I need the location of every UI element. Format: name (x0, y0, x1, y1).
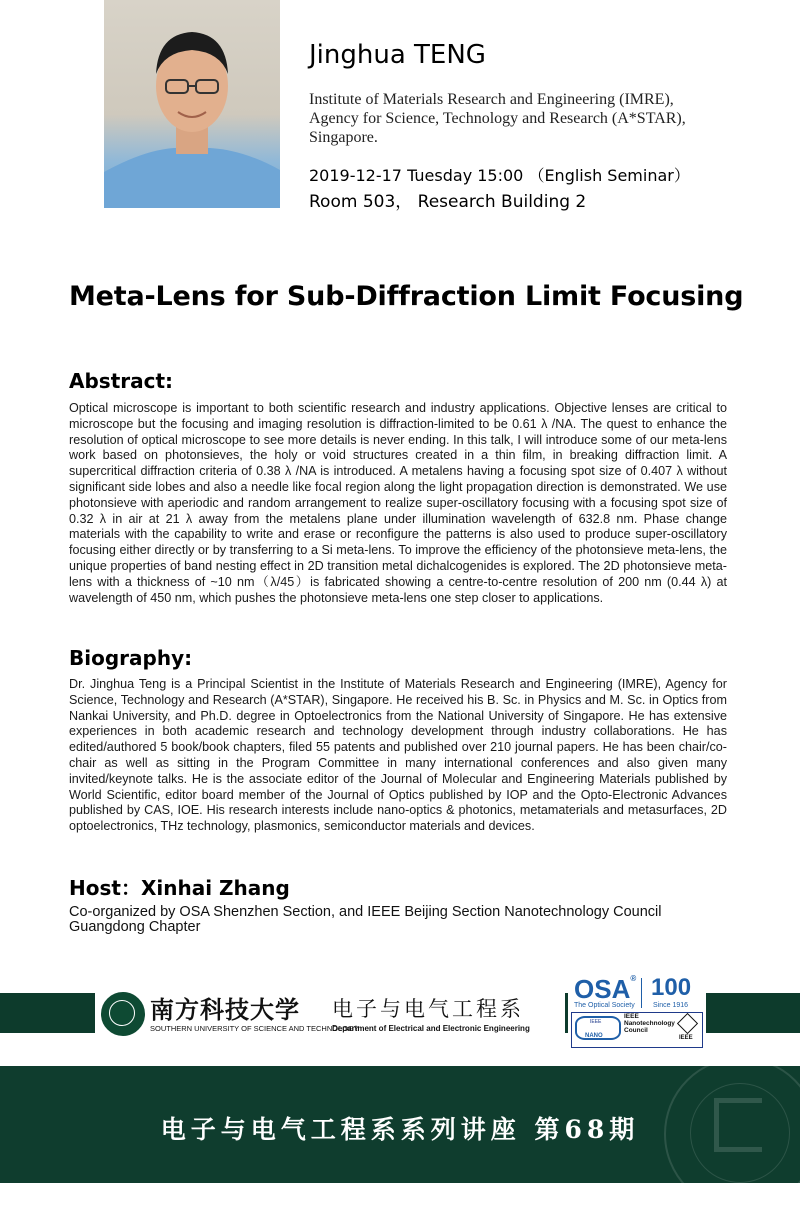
seminar-datetime: 2019-12-17 Tuesday 15:00 （English Seminar） (309, 166, 690, 185)
university-seal-inner-ring (109, 1000, 135, 1026)
seminar-series-title: 电子与电气工程系系列讲座 第68期 (160, 1115, 640, 1144)
osa-since-text: Since 1916 (653, 1002, 689, 1009)
osa-logo-text: OSA (574, 974, 631, 1004)
ieee-wordmark: IEEE (679, 1035, 693, 1041)
speaker-portrait-graphic (104, 0, 280, 208)
department-name-en: Department of Electrical and Electronic Engineering (332, 1024, 530, 1033)
speaker-photo (104, 0, 280, 208)
ieee-nano-small-label: IEEE (590, 1019, 602, 1025)
host-line: Host：Xinhai Zhang (69, 876, 290, 900)
speaker-name: Jinghua TENG (309, 40, 486, 70)
ieee-council-line-3: Council (624, 1027, 648, 1034)
speaker-affiliation: Institute of Materials Research and Engineering (IMRE), Agency for Science, Technology and Research (A*STAR), Singapore. (309, 91, 686, 146)
biography-heading: Biography: (69, 646, 193, 670)
talk-title: Meta-Lens for Sub-Diffraction Limit Focusing (69, 281, 744, 312)
osa-logo (574, 974, 636, 1005)
ieee-council-line-1: IEEE (624, 1013, 639, 1020)
osa-centennial-mark: 100 (651, 974, 692, 1001)
ieee-council-line-2: Nanotechnology (624, 1020, 675, 1027)
coorganizers-text: Co-organized by OSA Shenzhen Section, and IEEE Beijing Section Nanotechnology Council Guangdong Chapter (69, 904, 662, 935)
university-name-cn: 南方科技大学 (150, 995, 300, 1024)
ieee-nano-label: NANO (585, 1033, 603, 1039)
abstract-heading: Abstract: (69, 369, 174, 393)
osa-tagline: The Optical Society (574, 1002, 635, 1009)
seminar-room: Room 503， Research Building 2 (309, 192, 587, 212)
abstract-text: Optical microscope is important to both scientific research and industry applications. Objective lenses are critical to microscope but the focusing and imaging resolution is diffraction-limited to be 0.61 λ /NA. The quest to enhance the resolution of optical microscope to see more details is never ending. In this talk, I will introduce some of our meta-lens work based on photonsieves, the holy or void structures created in a thin film, in breaking diffraction limit. A supercritical diffraction criteria of 0.38 λ /NA is introduced. A metalens having a focusing spot size of 0.407 λ without significant side lobes and also a needle like focal region along the light propagation direction is demonstrated. We use photonsieve with aperiodic and random arrangement to realize super-oscillatory focusing with a focusing spot size of 0.32 λ in air at 21 λ away from the metalens plane under illumination wavelength of 632.8 nm. Phase change materials with the capability to write and erase or reconfigure the patterns is also used to produce super-oscillatory focusing either directly or by transferring to a Si meta-lens. To improve the efficiency of the photonsieve meta-lens, the unique properties of band nesting effect in 2D transition metal dichalcogenides is explored. The 2D photonsieve meta-lens with a thickness of ~10 nm（λ/45）is fabricated showing a centre-to-centre resolution of 200 nm (0.44 λ) at wavelength of 450 nm, which pushes the photonsieve meta-lens one step closer to applications. (69, 401, 727, 605)
biography-text: Dr. Jinghua Teng is a Principal Scientist in the Institute of Materials Research and Engineering (IMRE), Agency for Science, Technology and Research (A*STAR), Singapore. He received his B. Sc. in Physics and M. Sc. in Optics from Nankai University, and Ph.D. degree in Optoelectronics from the National University of Singapore. He has extensive experiences in both academic research and technology development through industry collaborations. He has edited/authored 5 book/book chapters, filed 55 patents and published over 210 journal papers. He has been chair/co-chair as well as sitting in the Program Committee in many international conferences and also given many invited/keynote talks. He is the associate editor of the Journal of Molecular and Engineering Materials published by World Scientific, editor board member of the Journal of Optics published by IOP and the Opto-Electronic Advances published by CAS, IOE. His research interests include nano-optics & photonics, metamaterials and metasurfaces, 2D optoelectronics, THz technology, plasmonics, semiconductor materials and devices. (69, 677, 727, 834)
osa-divider (641, 978, 642, 1008)
university-name-en: SOUTHERN UNIVERSITY OF SCIENCE AND TECHNOLOGY (150, 1024, 359, 1033)
osa-registered-mark: ® (630, 974, 637, 983)
department-name-cn: 电子与电气工程系 (332, 997, 524, 1021)
